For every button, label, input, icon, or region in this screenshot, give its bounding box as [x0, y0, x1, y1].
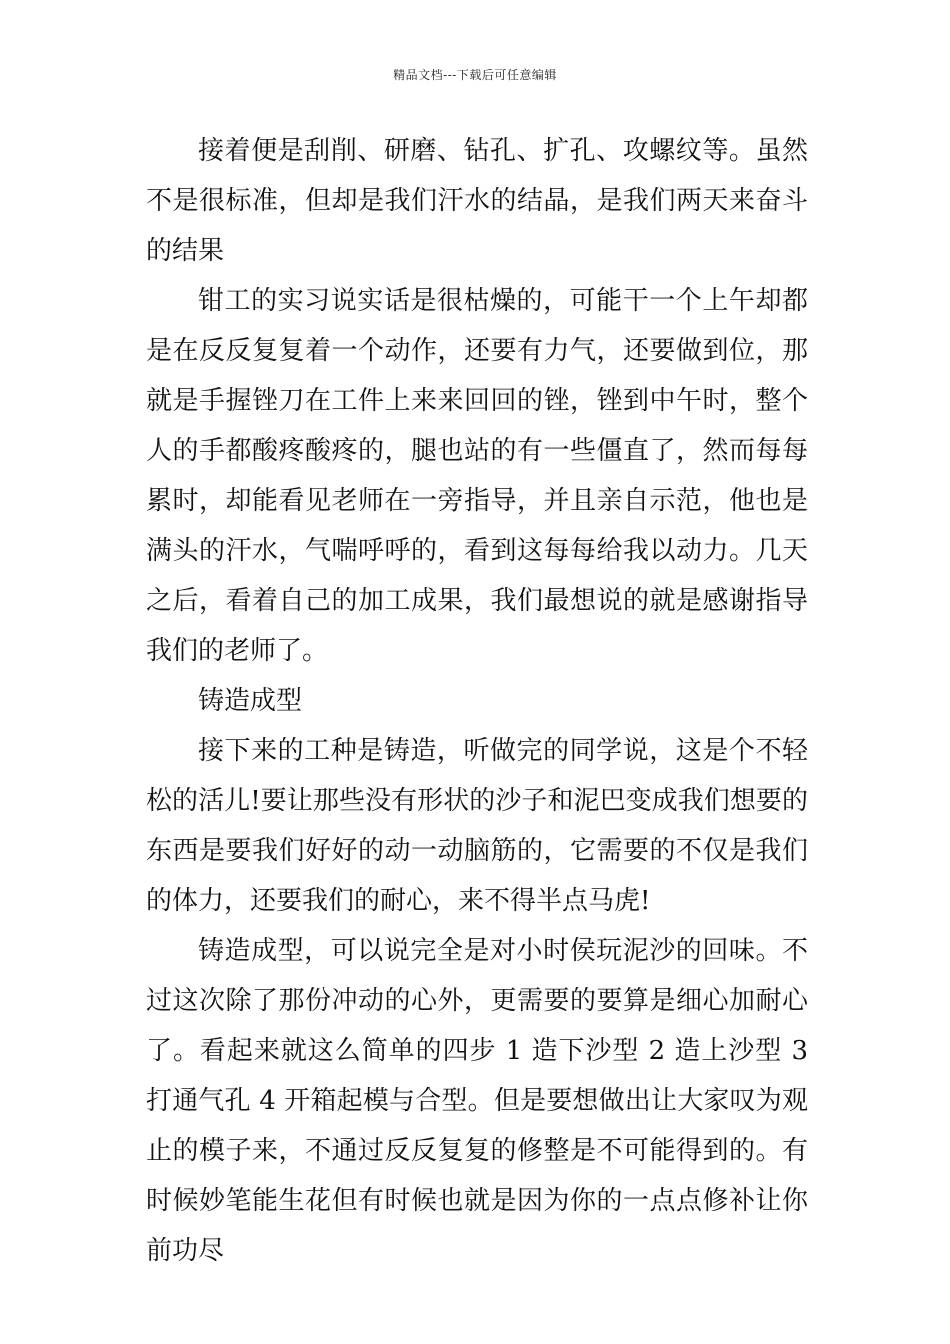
section-heading-casting: 铸造成型	[198, 686, 303, 716]
document-body	[146, 126, 808, 1276]
paragraph-casting-intro: 接下来的工种是铸造，听做完的同学说，这是个不轻松的活儿!要让那些没有形状的沙子和泥巴变成我们想要的东西是要我们好好的动一动脑筋的，它需要的不仅是我们的体力，还要我们的耐心，来不得半点马虎!	[146, 736, 808, 916]
paragraph-fitter-practice: 钳工的实习说实话是很枯燥的，可能干一个上午却都是在反反复复着一个动作，还要有力气，还要做到位，那就是手握锉刀在工件上来来回回的锉，锉到中午时，整个人的手都酸疼酸疼的，腿也站的有一些僵直了，然而每每累时，却能看见老师在一旁指导，并且亲自示范，他也是满头的汗水，气喘呼呼的，看到这每每给我以动力。几天之后，看着自己的加工成果，我们最想说的就是感谢指导我们的老师了。	[146, 286, 808, 666]
paragraph-process-steps: 接着便是刮削、研磨、钻孔、扩孔、攻螺纹等。虽然不是很标准，但却是我们汗水的结晶，是我们两天来奋斗的结果	[146, 136, 808, 266]
page-header: 精品文档---下载后可任意编辑	[393, 68, 557, 82]
paragraph-casting-steps: 铸造成型，可以说完全是对小时侯玩泥沙的回味。不过这次除了那份冲动的心外，更需要的要算是细心加耐心了。看起来就这么简单的四步 1 造下沙型 2 造上沙型 3 打通气孔 4 开箱起模与合型。但是要想做出让大家叹为观止的模子来，不通过反反复复的修整是不可能得到的。有时候妙笔能生花但有时候也就是因为你的一点点修补让你前功尽	[146, 936, 808, 1266]
